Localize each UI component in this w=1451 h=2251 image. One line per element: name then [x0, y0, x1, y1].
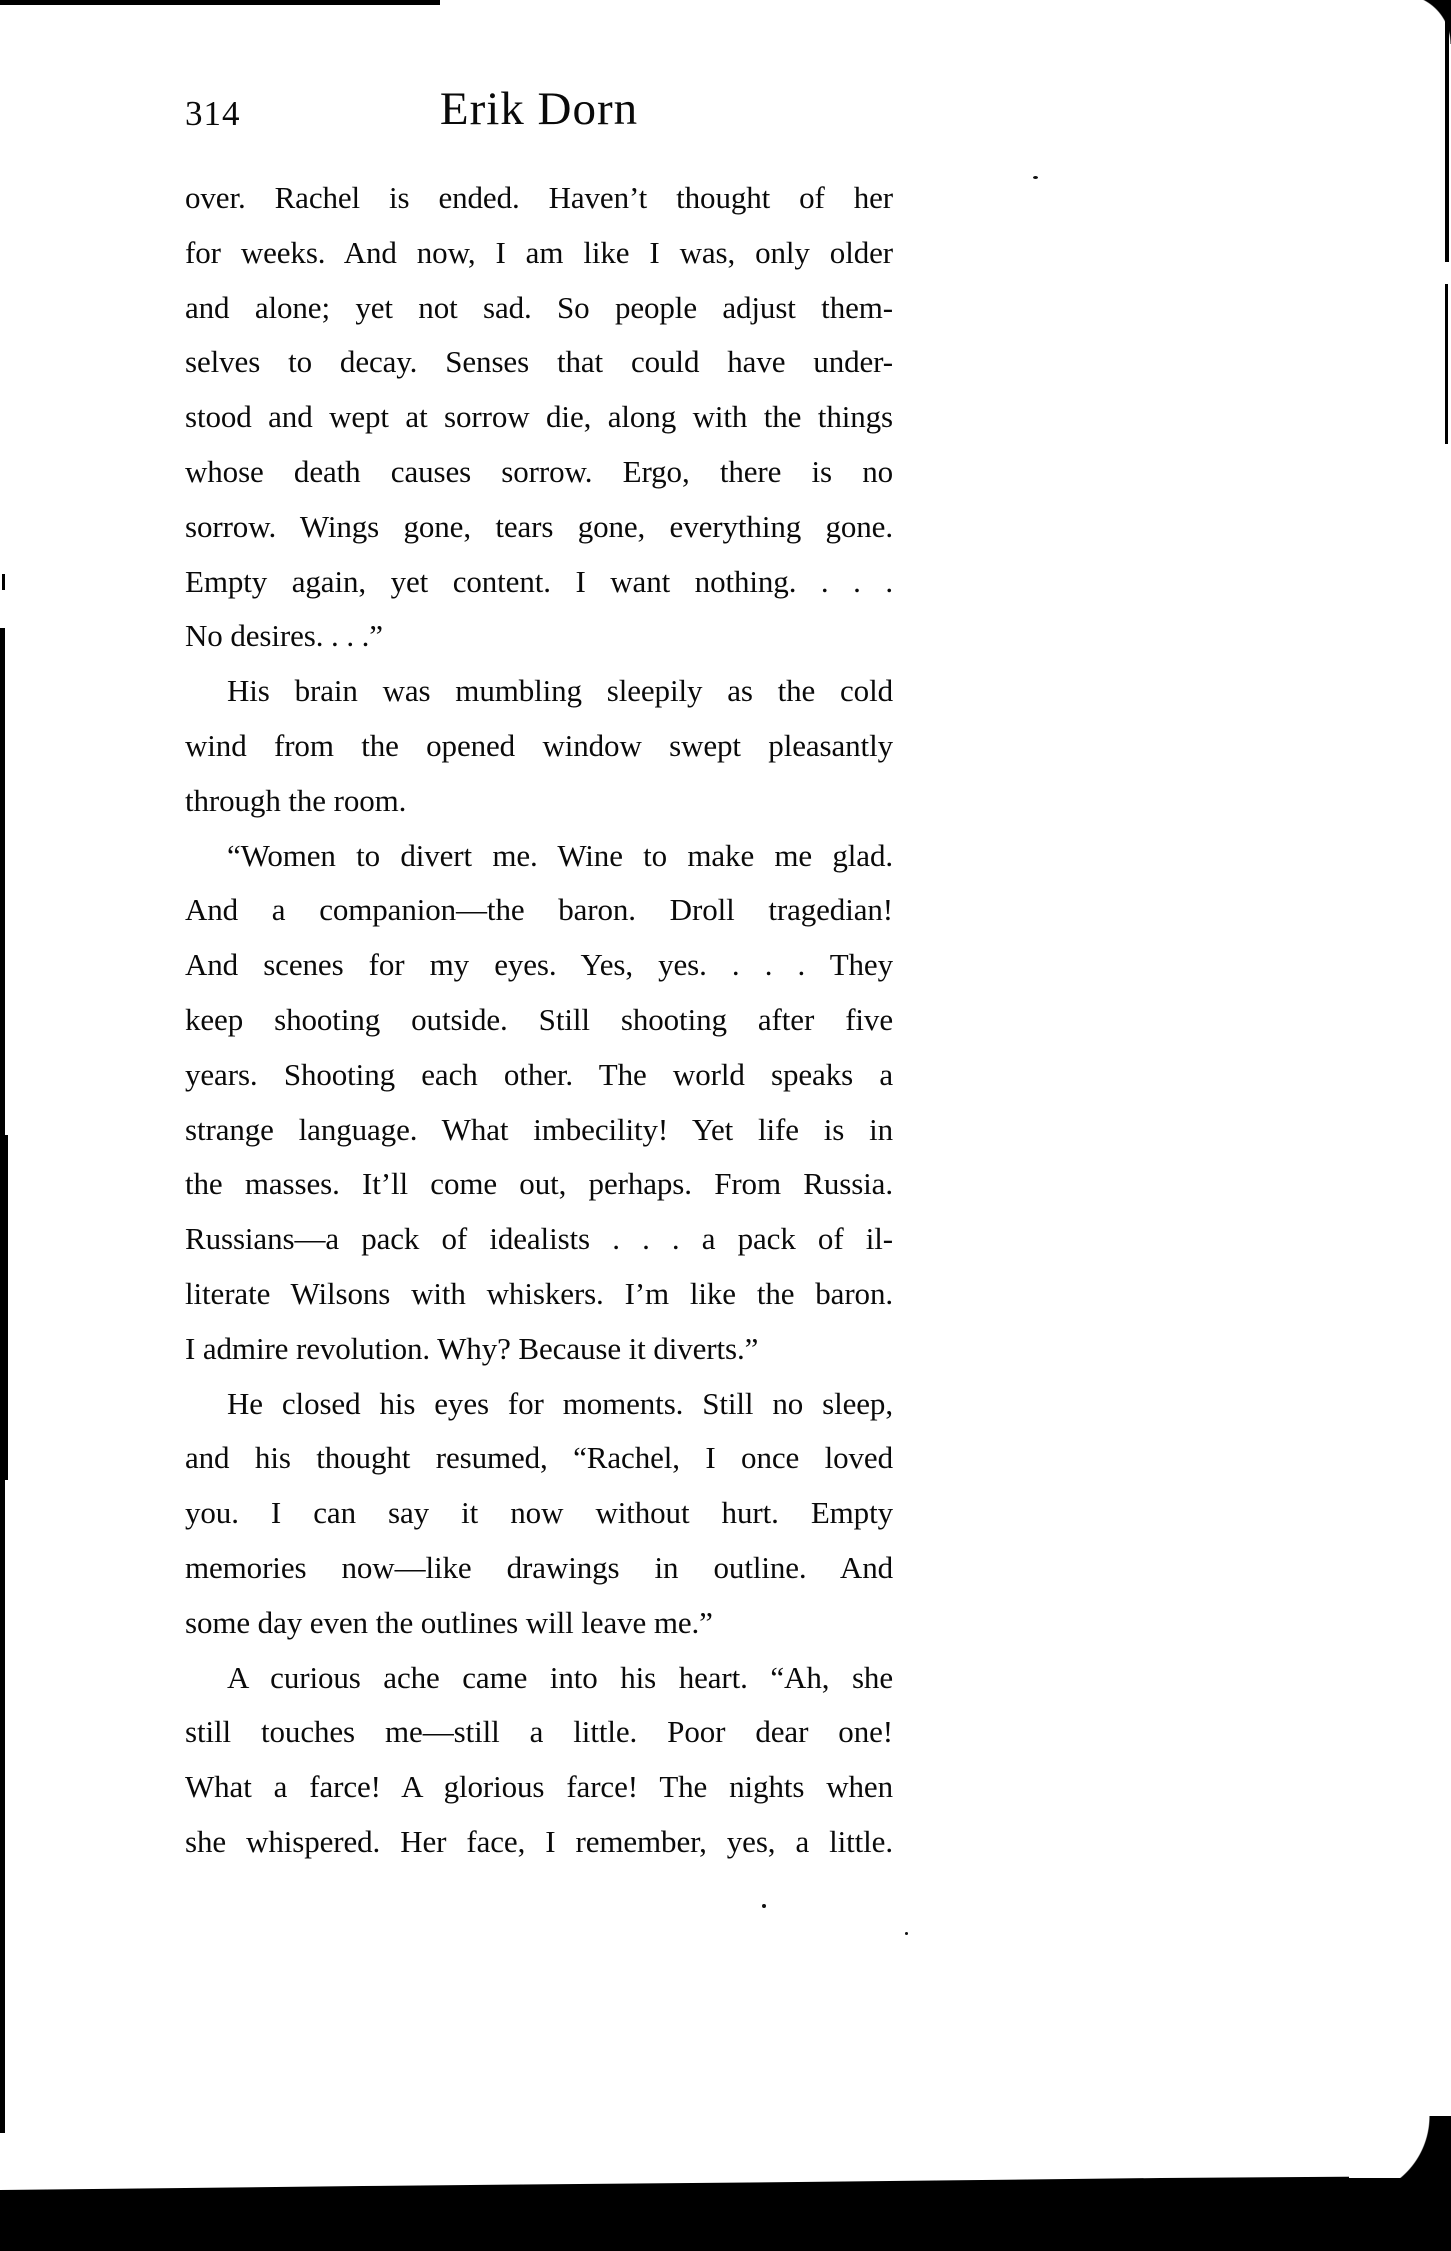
text-line: sorrow. Wings gone, tears gone, everything gone.	[185, 508, 893, 544]
text-line: keep shooting outside. Still shooting after five	[185, 1001, 893, 1037]
scan-gutter-shadow	[0, 1135, 8, 1480]
text-line: Russians—a pack of idealists . . . a pack of il-	[185, 1221, 893, 1257]
text-line: for weeks. And now, I am like I was, only older	[185, 234, 893, 270]
text-line: the masses. It’ll come out, perhaps. From Russia.	[185, 1166, 893, 1202]
text-line: And a companion—the baron. Droll tragedian!	[185, 892, 893, 928]
text-line: whose death causes sorrow. Ergo, there is no	[185, 453, 893, 489]
running-title: Erik Dorn	[439, 83, 639, 135]
page-number: 314	[185, 94, 241, 133]
text-line: still touches me—still a little. Poor dear one!	[185, 1714, 893, 1750]
text-line: What a farce! A glorious farce! The nights when	[185, 1769, 893, 1805]
scan-bed-bottom-band	[0, 2176, 1451, 2251]
body-text	[185, 171, 893, 1870]
text-line: years. Shooting each other. The world speaks a	[185, 1056, 893, 1092]
text-line: memories now—like drawings in outline. And	[185, 1549, 893, 1585]
scan-edge-top-strip	[0, 0, 440, 5]
scan-speck	[762, 1904, 766, 1908]
text-line: over. Rachel is ended. Haven’t thought of her	[185, 180, 893, 215]
page-header	[185, 84, 893, 144]
text-line: No desires. . . .”	[185, 618, 383, 654]
text-line: “Women to divert me. Wine to make me glad.	[227, 837, 893, 873]
text-line: A curious ache came into his heart. “Ah, she	[227, 1659, 893, 1695]
text-line: some day even the outlines will leave me.”	[185, 1604, 713, 1640]
text-line: His brain was mumbling sleepily as the cold	[227, 673, 893, 709]
text-line: wind from the opened window swept pleasantly	[185, 727, 893, 763]
text-line: she whispered. Her face, I remember, yes, a little.	[185, 1823, 893, 1859]
text-line: and alone; yet not sad. So people adjust them-	[185, 289, 893, 325]
scan-edge-right-line	[1445, 6, 1449, 262]
text-line: selves to decay. Senses that could have under-	[185, 344, 893, 380]
text-line: stood and wept at sorrow die, along with the things	[185, 399, 893, 435]
scan-corner-bottom-right	[1349, 2116, 1451, 2178]
text-line: literate Wilsons with whiskers. I’m like the baron.	[185, 1275, 893, 1311]
text-line: Empty again, yet content. I want nothing. . . .	[185, 563, 893, 599]
text-line: and his thought resumed, “Rachel, I once loved	[185, 1440, 893, 1476]
text-line: He closed his eyes for moments. Still no sleep,	[227, 1385, 893, 1421]
scan-gutter-shadow	[2, 574, 5, 590]
scan-corner-top-right	[1401, 0, 1451, 44]
text-line: I admire revolution. Why? Because it diverts.”	[185, 1330, 759, 1366]
text-line: strange language. What imbecility! Yet life is in	[185, 1111, 893, 1147]
scan-speck	[1033, 176, 1038, 179]
scan-edge-right-line	[1445, 284, 1448, 444]
scan-speck	[905, 1932, 908, 1935]
text-line: And scenes for my eyes. Yes, yes. . . . They	[185, 947, 893, 983]
text-line: through the room.	[185, 782, 407, 818]
text-line: you. I can say it now without hurt. Empty	[185, 1495, 893, 1531]
